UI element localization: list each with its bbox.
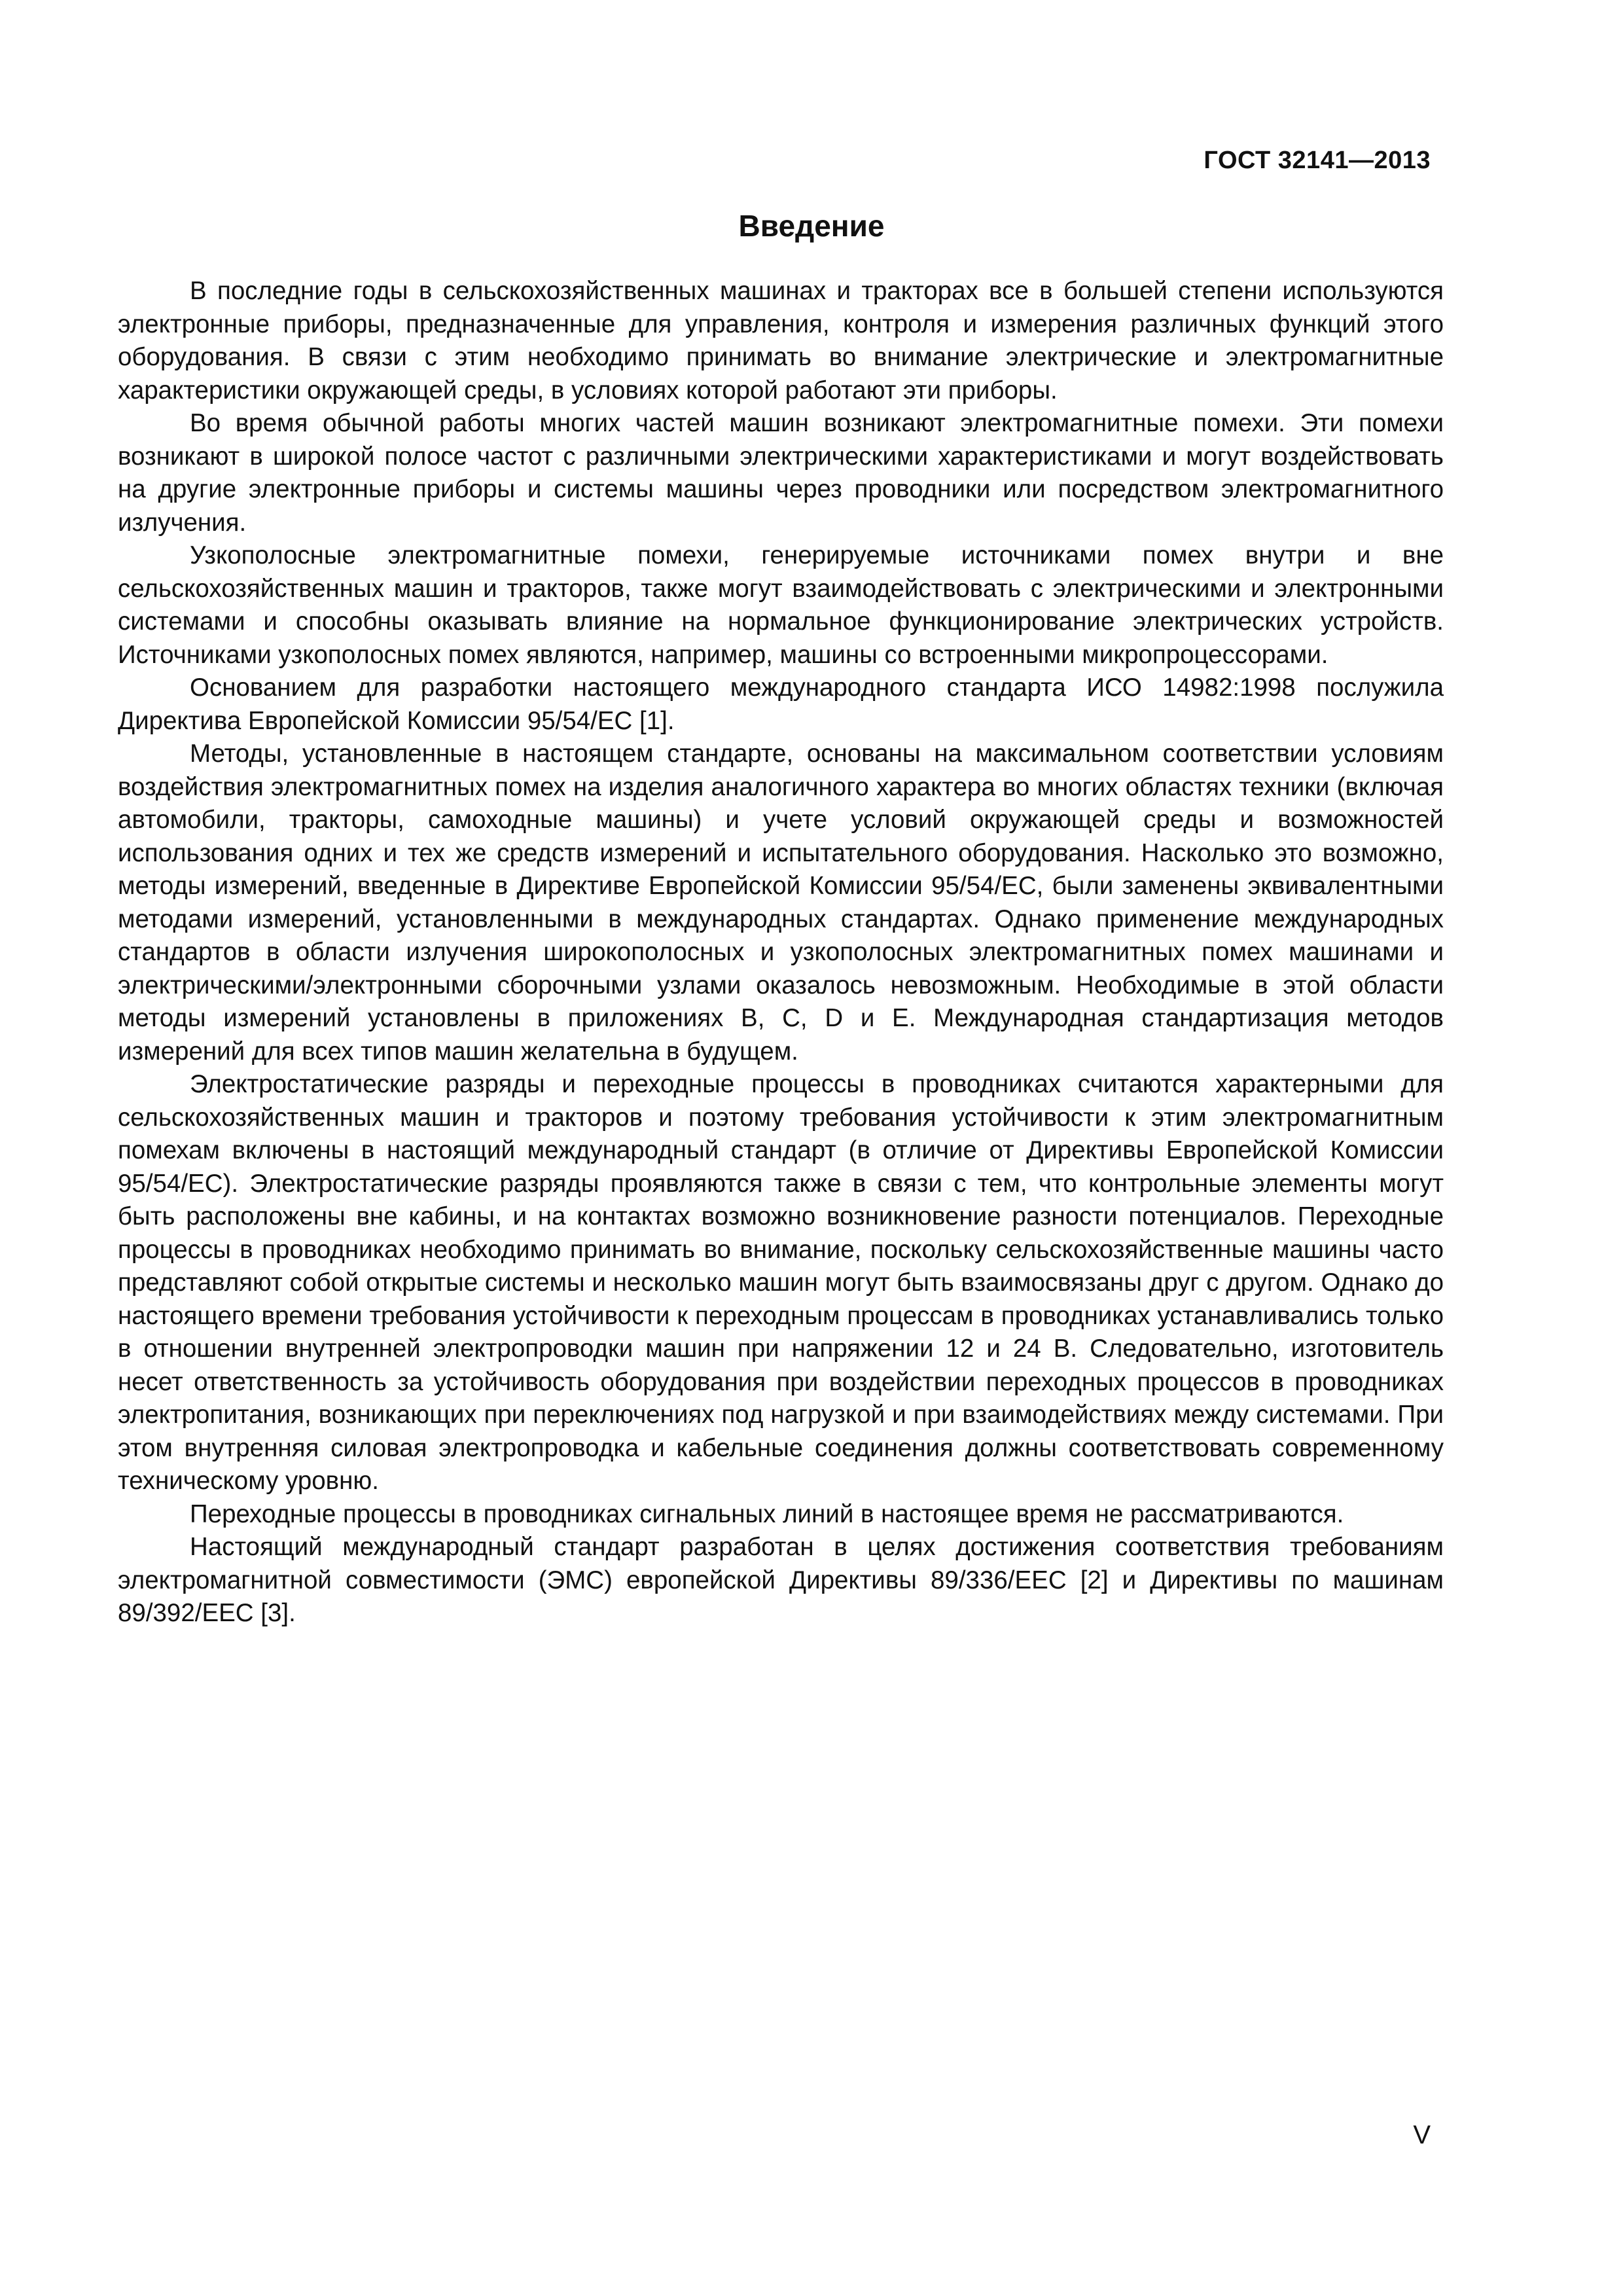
paragraph: Настоящий международный стандарт разработан в целях достижения соответствия требованиям электромагнитной совместимости (ЭМС) европейской Директивы 89/336/ЕЕС [2] и Директивы по машинам 89/392/ЕЕС [3]. [118, 1533, 1444, 1627]
paragraph: Методы, установленные в настоящем стандарте, основаны на максимальном соответствии условиям воздействия электромагнитных помех на изделия аналогичного характера во многих областях техники (включая автомобили, тракторы, самоходные машины) и учете условий окружающей среды и возможностей использования одних и тех же средств измерений и испытательного оборудования. Насколько это возможно, методы измерений, введенные в Директиве Европейской Комиссии 95/54/ЕС, были заменены эквивалентными методами измерений, установленными в международных стандартах. Однако применение международных стандартов в области излучения широкополосных и узкополосных электромагнитных помех машинами и электрическими/электронными сборочными узлами оказалось невозможным. Необходимые в этой области методы измерений установлены в приложениях В, С, D и Е. Международная стандартизация методов измерений для всех типов машин желательна в будущем. [118, 740, 1444, 1066]
paragraph: В последние годы в сельскохозяйственных машинах и тракторах все в большей степени используются электронные приборы, предназначенные для управления, контроля и измерения различных функций этого оборудования. В связи с этим необходимо принимать во внимание электрические и электромагнитные характеристики окружающей среды, в условиях которой работают эти приборы. [118, 277, 1444, 404]
paragraph: Электростатические разряды и переходные процессы в проводниках считаются характерными для сельскохозяйственных машин и тракторов и поэтому требования устойчивости к этим электромагнитным помехам включены в настоящий международный стандарт (в отличие от Директивы Европейской Комиссии 95/54/ЕС). Электростатические разряды проявляются также в связи с тем, что контрольные элементы могут быть расположены вне кабины, и на контактах возможно возникновение разности потенциалов. Переходные процессы в проводниках необходимо принимать во внимание, поскольку сельскохозяйственные машины часто представляют собой открытые системы и несколько машин могут быть взаимосвязаны друг с другом. Однако до настоящего времени требования устойчивости к переходным процессам в проводниках устанавливались только в отношении внутренней электропроводки машин при напряжении 12 и 24 В. Следовательно, изготовитель несет ответственность за устойчивость оборудования при воздействии переходных процессов в проводниках электропитания, возникающих при переключениях под нагрузкой и при взаимодействиях между системами. При этом внутренняя силовая электропроводка и кабельные соединения должны соответствовать современному техническому уровню. [118, 1070, 1444, 1495]
paragraph: Переходные процессы в проводниках сигнальных линий в настоящее время не рассматриваются. [190, 1499, 1344, 1528]
paragraph: Основанием для разработки настоящего международного стандарта ИСО 14982:1998 послужила Директива Европейской Комиссии 95/54/ЕС [1]. [118, 673, 1444, 735]
standard-code: ГОСТ 32141—2013 [1204, 147, 1431, 174]
section-title: Введение [738, 209, 885, 243]
page-number: V [1413, 2121, 1431, 2149]
paragraph: Узкополосные электромагнитные помехи, генерируемые источниками помех внутри и вне сельскохозяйственных машин и тракторов, также могут взаимодействовать с электрическими и электронными системами и способны оказывать влияние на нормальное функционирование электрических устройств. Источниками узкополосных помех являются, например, машины со встроенными микропроцессорами. [118, 541, 1444, 669]
paragraph: Во время обычной работы многих частей машин возникают электромагнитные помехи. Эти помехи возникают в широкой полосе частот с различными электрическими характеристиками и могут воздействовать на другие электронные приборы и системы машины через проводники или посредством электромагнитного излучения. [118, 409, 1444, 537]
section-body [118, 275, 1444, 1630]
